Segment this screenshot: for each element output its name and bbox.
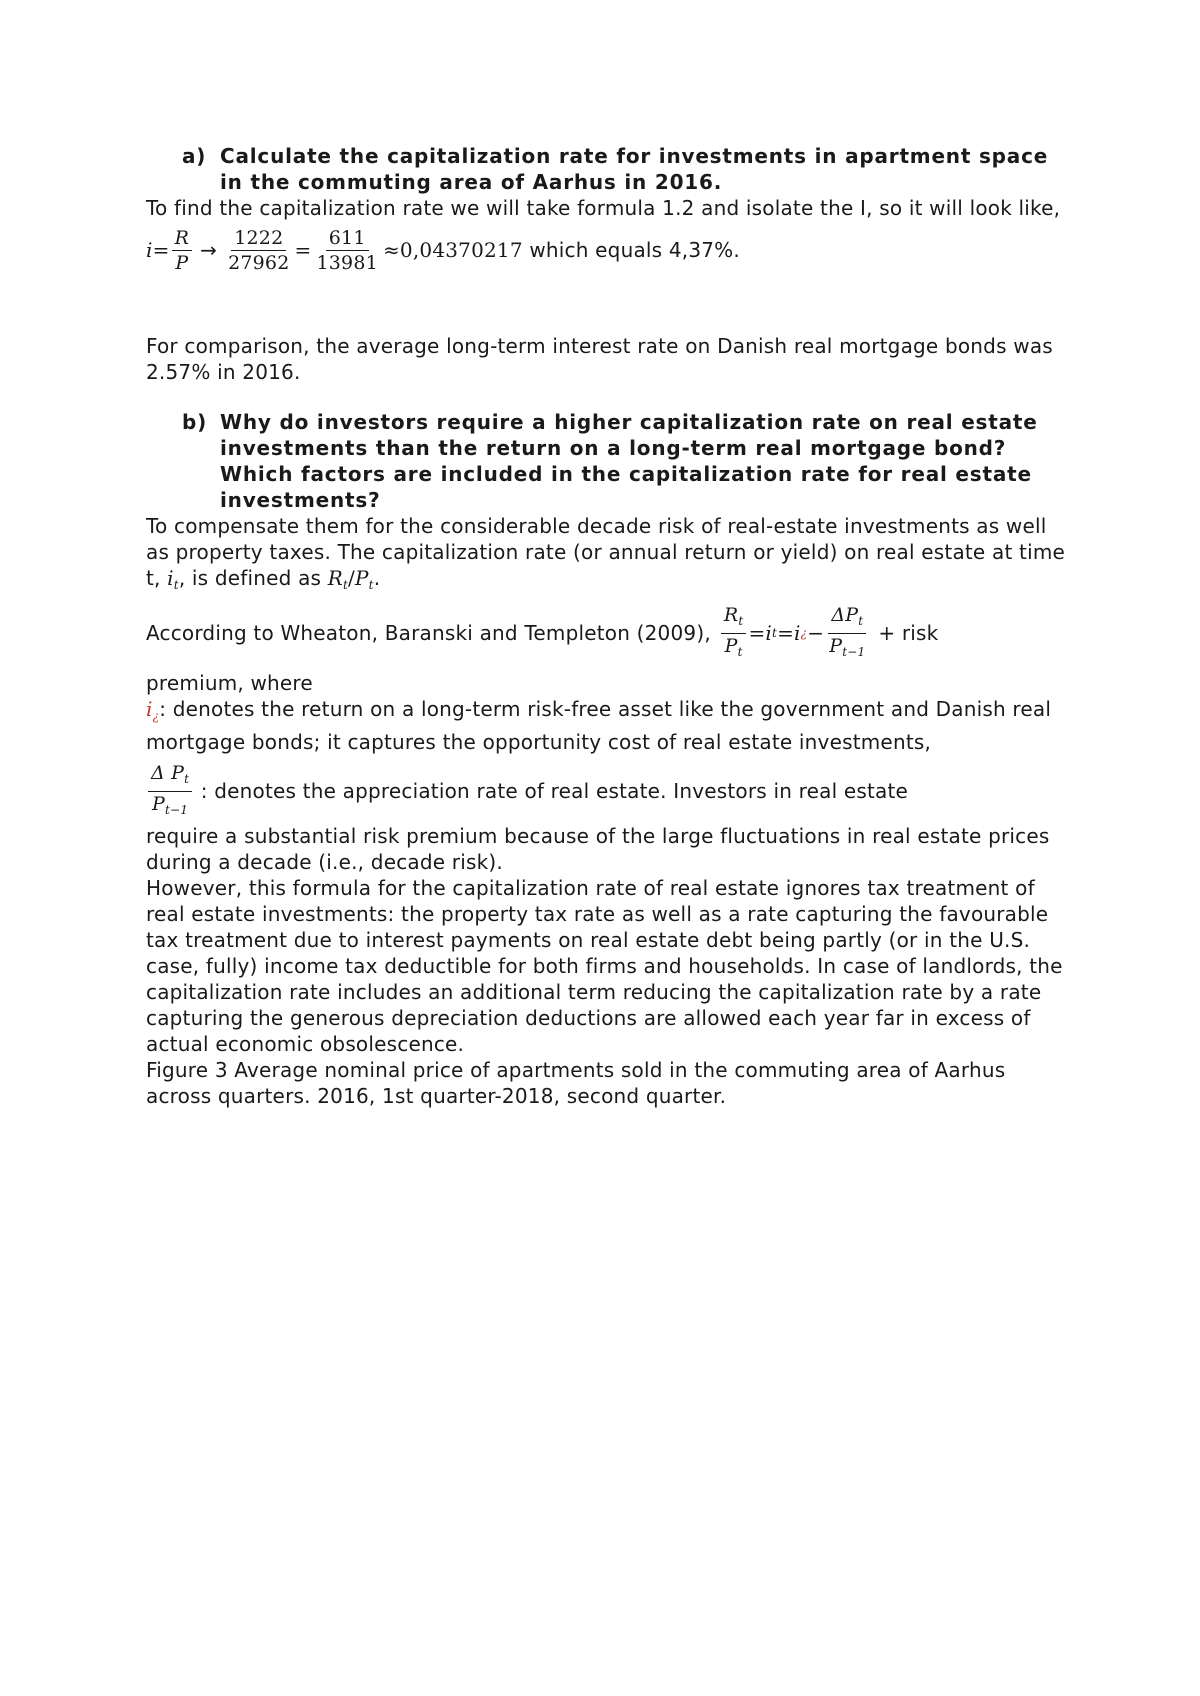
math-sub: t [173, 578, 179, 592]
math-i: i [146, 697, 153, 721]
fraction-r-over-p [172, 226, 193, 275]
frac-denominator: $P_t$ [724, 634, 743, 659]
question-a-label: a) [182, 144, 207, 168]
text-run: : denotes the return on a long-term risk-free asset like the government and Danish real mortgage bonds; it captures the opportunity cost of real estate investments, [146, 697, 1052, 754]
frac-denominator: $P_{t-1}$ [829, 634, 866, 659]
frac-numerator: R [172, 226, 193, 251]
tax-treatment-paragraph: However, this formula for the capitalization rate of real estate ignores tax treatment of real estate investments: the property tax rate as well as a rate capturing the favourable tax treatment due to interest payments on real estate debt being partly (or in the U.S. case, fully) income tax deductible for both firms and households. In case of landlords, the capitalization rate includes an additional term reducing the capitalization rate by a rate capturing the generous depreciation deductions are allowed each year far in excess of actual economic obsolescence. [146, 876, 1063, 1056]
premium-where: premium, where [146, 671, 313, 695]
wheaton-tail: + risk [878, 621, 939, 645]
math-slash: / [348, 566, 355, 590]
question-b-label: b) [182, 410, 208, 434]
wheaton-text: According to Wheaton, Baranski and Templeton (2009), [146, 621, 711, 645]
eq-value: 0,04370217 [399, 238, 523, 262]
eq-sign: = [294, 238, 312, 262]
risk-premium-paragraph: require a substantial risk premium because of the large fluctuations in real estate prices during a decade (i.e., decade risk). [146, 824, 1050, 874]
fraction-dp-over-p [826, 603, 868, 664]
approx-sign: ≈ [382, 238, 400, 262]
answer-a-intro: To find the capitalization rate we will take formula 1.2 and isolate the I, so it will look like, [146, 196, 1061, 220]
frac-denominator: $P_{t-1}$ [152, 792, 189, 817]
math-p: P [354, 566, 369, 590]
eq-tail: which equals 4,37%. [522, 238, 740, 262]
eq-sign: = [777, 621, 795, 645]
fraction-values [225, 226, 292, 275]
wheaton-formula-line [146, 602, 1066, 664]
frac-denominator: 13981 [316, 251, 378, 274]
question-b-text: Why do investors require a higher capitalization rate on real estate investments than the return on a long-term real mortgage bond? Which factors are included in the capitalization rate for real estate investments? [220, 410, 1038, 512]
arrow-icon: → [200, 238, 218, 262]
frac-numerator: 1222 [231, 226, 286, 251]
text-run: , is defined as [178, 566, 328, 590]
eq-sign: = [152, 238, 170, 262]
question-a [182, 143, 1066, 195]
appreciation-definition [146, 759, 1066, 823]
frac-numerator: $R_t$ [721, 603, 747, 634]
document-body [146, 143, 1066, 1109]
frac-numerator: 611 [326, 226, 369, 251]
math-sub-inverted: ¿ [152, 709, 160, 723]
comparison-paragraph: For comparison, the average long-term interest rate on Danish real mortgage bonds was 2.57% in 2016. [146, 334, 1053, 384]
fraction-reduced [313, 226, 380, 275]
figure-caption: Figure 3 Average nominal price of apartments sold in the commuting area of Aarhus across quarters. 2016, 1st quarter-2018, second quarter. [146, 1058, 1006, 1108]
question-b [182, 409, 1066, 513]
frac-numerator: Δ $P_t$ [148, 761, 192, 792]
text-run: . [373, 566, 381, 590]
math-sub: t [343, 578, 349, 592]
answer-b-paragraph-1 [146, 513, 1066, 598]
frac-denominator: P [175, 251, 189, 274]
fraction-rt-over-pt [721, 603, 747, 664]
math-sub-inverted: ¿ [800, 626, 808, 640]
fraction-dp-over-p-prev [148, 761, 192, 822]
math-sub: t [772, 626, 778, 640]
eq-lhs: i [146, 238, 153, 262]
eq-sign: = [748, 621, 766, 645]
math-i: i [765, 621, 773, 645]
cap-rate-equation [146, 221, 1066, 279]
question-a-text: Calculate the capitalization rate for investments in apartment space in the commuting area of Aarhus in 2016. [220, 144, 1049, 194]
math-sub: t [368, 578, 374, 592]
frac-denominator: 27962 [228, 251, 290, 274]
math-r: R [327, 566, 343, 590]
appreciation-text: : denotes the appreciation rate of real estate. Investors in real estate [194, 779, 909, 803]
text-run: To compensate them for the considerable decade risk of real-estate investments as well as property taxes. The capitalization rate (or annual return or yield) on real estate at time t, [146, 514, 1066, 590]
frac-numerator: $\Delta P_t$ [828, 603, 866, 634]
math-i: i [167, 566, 174, 590]
minus-sign: − [807, 621, 825, 645]
math-i: i [794, 621, 801, 645]
risk-free-definition [146, 696, 1066, 755]
